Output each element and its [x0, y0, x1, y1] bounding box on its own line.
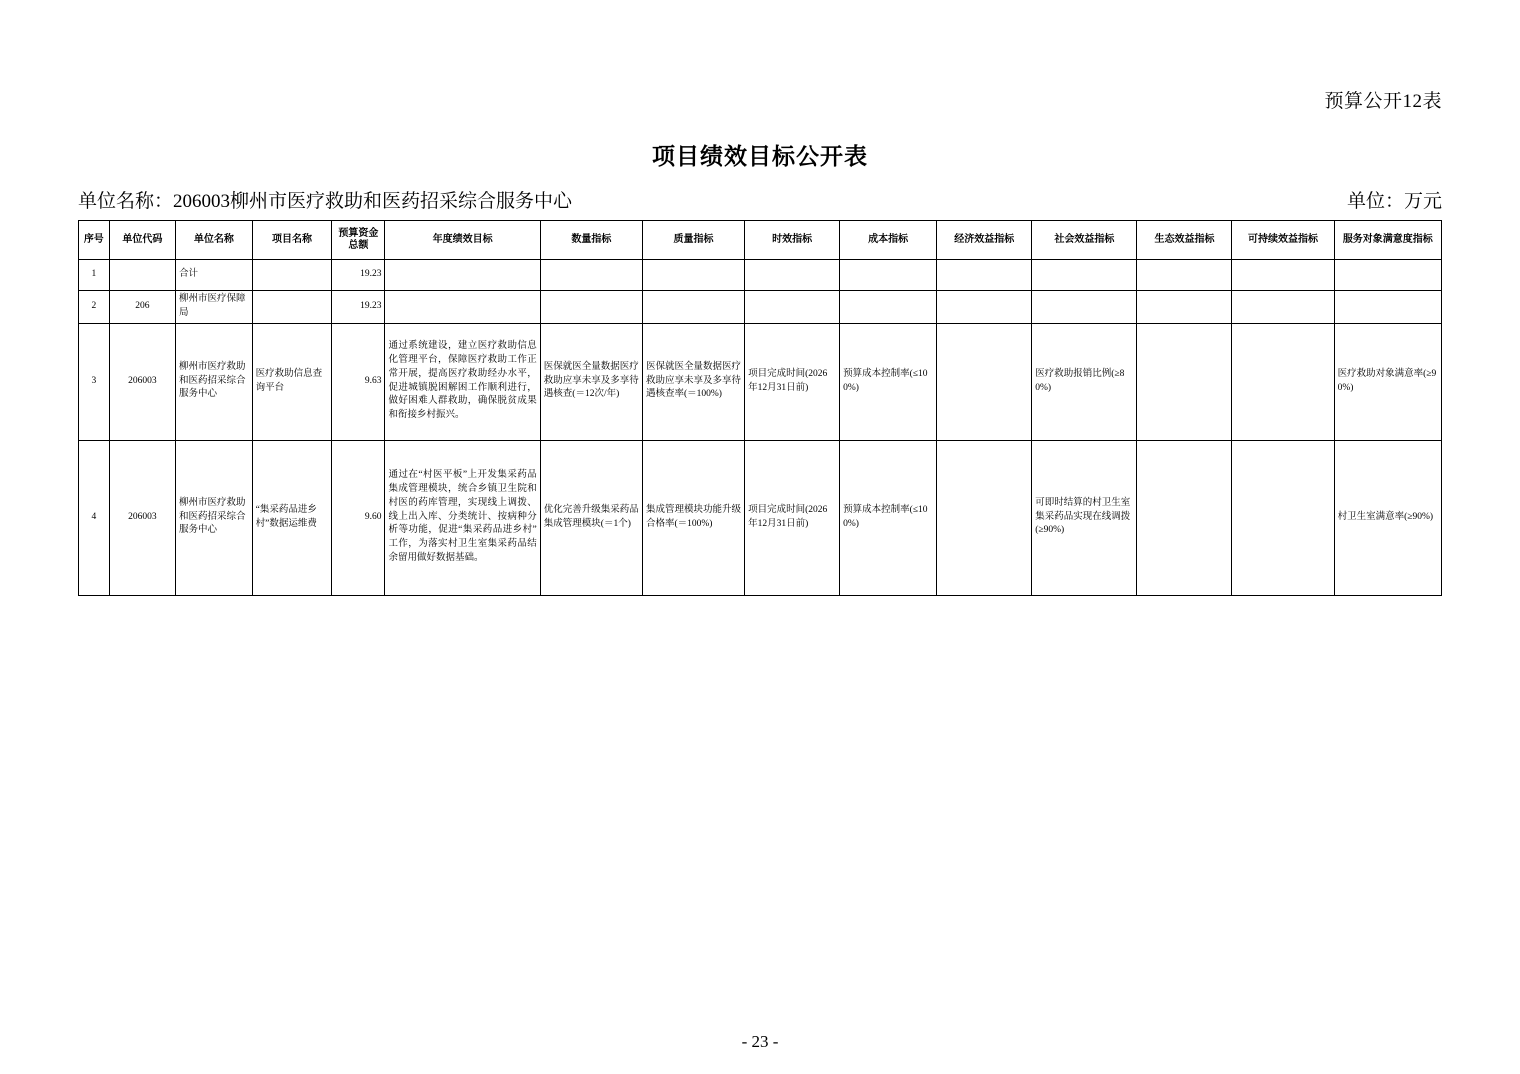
table-row [79, 323, 1442, 440]
cell-satisfaction: 医疗救助对象满意率(≥90%) [1334, 323, 1441, 440]
column-header-quantity: 数量指标 [540, 221, 642, 260]
cell-unit-code: 206 [109, 291, 175, 324]
cell-timeliness [745, 291, 840, 324]
column-header-sustainable: 可持续效益指标 [1232, 221, 1334, 260]
cell-unit-code: 206003 [109, 323, 175, 440]
cell-cost: 预算成本控制率(≤100%) [840, 440, 937, 595]
cell-ecological [1137, 323, 1232, 440]
cell-quality: 集成管理模块功能升级合格率(＝100%) [642, 440, 744, 595]
cell-cost [840, 260, 937, 291]
cell-project-name [252, 291, 332, 324]
column-header-annual-goal: 年度绩效目标 [385, 221, 540, 260]
cell-amount: 19.23 [332, 291, 385, 324]
cell-unit-name: 柳州市医疗救助和医药招采综合服务中心 [176, 323, 253, 440]
cell-sustainable [1232, 323, 1334, 440]
cell-ecological [1137, 440, 1232, 595]
cell-seq: 1 [79, 260, 110, 291]
cell-amount: 9.60 [332, 440, 385, 595]
cell-ecological [1137, 260, 1232, 291]
cell-satisfaction: 村卫生室满意率(≥90%) [1334, 440, 1441, 595]
cell-timeliness [745, 260, 840, 291]
cell-project-name: “集采药品进乡村”数据运维费 [252, 440, 332, 595]
cell-quality [642, 260, 744, 291]
cell-social [1032, 291, 1137, 324]
cell-sustainable [1232, 291, 1334, 324]
unit-name-label: 单位名称：206003柳州市医疗救助和医药招采综合服务中心 [78, 191, 573, 212]
cell-unit-name: 柳州市医疗救助和医药招采综合服务中心 [176, 440, 253, 595]
cell-economic [937, 323, 1032, 440]
cell-timeliness: 项目完成时间(2026年12月31日前) [745, 440, 840, 595]
cell-quantity [540, 260, 642, 291]
table-header-row [79, 221, 1442, 260]
cell-satisfaction [1334, 260, 1441, 291]
table-row [79, 260, 1442, 291]
cell-social [1032, 260, 1137, 291]
cell-satisfaction [1334, 291, 1441, 324]
performance-goals-table [78, 220, 1442, 596]
cell-ecological [1137, 291, 1232, 324]
column-header-unit-name: 单位名称 [176, 221, 253, 260]
cell-economic [937, 260, 1032, 291]
cell-amount: 19.23 [332, 260, 385, 291]
cell-project-name [252, 260, 332, 291]
cell-quantity: 优化完善升级集采药品集成管理模块(＝1个) [540, 440, 642, 595]
cell-unit-name: 柳州市医疗保障局 [176, 291, 253, 324]
meta-row [78, 186, 1442, 213]
cell-seq: 2 [79, 291, 110, 324]
column-header-amount: 预算资金总额 [332, 221, 385, 260]
column-header-satisfaction: 服务对象满意度指标 [1334, 221, 1441, 260]
column-header-social: 社会效益指标 [1032, 221, 1137, 260]
cell-unit-name: 合计 [176, 260, 253, 291]
column-header-timeliness: 时效指标 [745, 221, 840, 260]
cell-amount: 9.63 [332, 323, 385, 440]
cell-unit-code [109, 260, 175, 291]
cell-annual-goal: 通过在“村医平板”上开发集采药品集成管理模块，统合乡镇卫生院和村医的药库管理，实现线上调拨、线上出入库、分类统计、按病种分析等功能，促进“集采药品进乡村”工作，为落实村卫生室集采药品结余留用做好数据基础。 [385, 440, 540, 595]
cell-quality: 医保就医全量数据医疗救助应享未享及多享待遇核查率(＝100%) [642, 323, 744, 440]
cell-social: 医疗救助报销比例(≥80%) [1032, 323, 1137, 440]
cell-economic [937, 291, 1032, 324]
cell-cost [840, 291, 937, 324]
column-header-seq: 序号 [79, 221, 110, 260]
column-header-unit-code: 单位代码 [109, 221, 175, 260]
table-row [79, 440, 1442, 595]
cell-sustainable [1232, 440, 1334, 595]
cell-quantity [540, 291, 642, 324]
column-header-economic: 经济效益指标 [937, 221, 1032, 260]
cell-annual-goal: 通过系统建设，建立医疗救助信息化管理平台，保障医疗救助工作正常开展，提高医疗救助经办水平，促进城镇脱困解困工作顺利进行，做好困难人群救助，确保脱贫成果和衔接乡村振兴。 [385, 323, 540, 440]
page-title: 项目绩效目标公开表 [652, 144, 868, 169]
cell-unit-code: 206003 [109, 440, 175, 595]
column-header-quality: 质量指标 [642, 221, 744, 260]
page-number: - 23 - [741, 1032, 779, 1051]
cell-seq: 4 [79, 440, 110, 595]
cell-cost: 预算成本控制率(≤100%) [840, 323, 937, 440]
form-code-label: 预算公开12表 [1324, 91, 1442, 112]
cell-annual-goal [385, 291, 540, 324]
cell-timeliness: 项目完成时间(2026年12月31日前) [745, 323, 840, 440]
unit-measure-label: 单位：万元 [1346, 191, 1442, 212]
cell-quantity: 医保就医全量数据医疗救助应享未享及多享待遇核查(＝12次/年) [540, 323, 642, 440]
cell-annual-goal [385, 260, 540, 291]
cell-project-name: 医疗救助信息查询平台 [252, 323, 332, 440]
cell-seq: 3 [79, 323, 110, 440]
cell-social: 可即时结算的村卫生室集采药品实现在线调拨(≥90%) [1032, 440, 1137, 595]
cell-quality [642, 291, 744, 324]
cell-sustainable [1232, 260, 1334, 291]
table-row [79, 291, 1442, 324]
column-header-project-name: 项目名称 [252, 221, 332, 260]
column-header-ecological: 生态效益指标 [1137, 221, 1232, 260]
cell-economic [937, 440, 1032, 595]
column-header-cost: 成本指标 [840, 221, 937, 260]
